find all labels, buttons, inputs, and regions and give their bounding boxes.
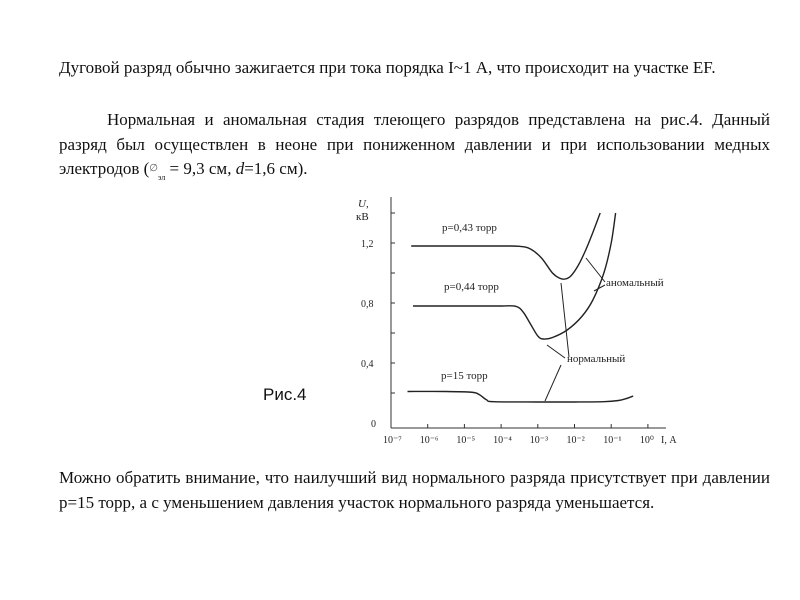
x-tick-label: 10⁻⁵ (456, 435, 476, 446)
annotation-leaders (545, 258, 605, 401)
diameter-symbol: ∅ (149, 163, 159, 174)
paragraph-text: Нормальная и аномальная стадия тлеющего разрядов представлена на рис.4. Данный разряд был осуществлен в неоне при пониженном давлении и при использовании медных электродов ( (59, 110, 770, 178)
x-tick-label: 10⁻¹ (603, 435, 622, 446)
y-tick-label: 0,8 (361, 299, 374, 310)
x-tick-label: 10⁰ (639, 435, 654, 446)
series-label-p044: p=0,44 торр (444, 281, 499, 293)
x-tick-label: 10⁻³ (529, 435, 549, 446)
annotation-anomalous: аномальный (606, 277, 664, 289)
paragraph-text: = 9,3 см, (165, 159, 236, 178)
paragraph-conclusion (59, 466, 770, 515)
subscript: эл (158, 173, 166, 182)
x-axis-label: I, А (661, 435, 677, 446)
y-axis-unit: кВ (356, 211, 369, 223)
y-tick-label: 1,2 (361, 239, 374, 250)
series-label-p15: p=15 торр (441, 370, 488, 382)
x-tick-label: 10⁻⁴ (493, 435, 512, 446)
paragraph-text: =1,6 см). (244, 159, 308, 178)
figure-caption: Рис.4 (263, 385, 307, 404)
annotation-normal: нормальный (567, 353, 626, 365)
series-line-2 (408, 391, 634, 402)
y-tick-label: 0 (371, 419, 376, 430)
x-tick-label: 10⁻⁷ (383, 435, 402, 446)
paragraph-text: Дуговой разряд обычно зажигается при тока порядка I~1 А, что происходит на участке EF. (59, 58, 716, 77)
y-tick-label: 0,4 (361, 359, 374, 370)
y-axis-label: U, (358, 198, 369, 210)
series-label-p043: p=0,43 торр (442, 222, 497, 234)
paragraph-text: Можно обратить внимание, что наилучший вид нормального разряда присутствует при давлении p=15 торр, а с уменьшением давления участок нормального разряда уменьшается. (59, 468, 770, 512)
x-tick-label: 10⁻⁶ (419, 435, 439, 446)
series-line-0 (411, 213, 600, 279)
variable-d: d (235, 159, 245, 178)
x-tick-label: 10⁻² (566, 435, 585, 446)
